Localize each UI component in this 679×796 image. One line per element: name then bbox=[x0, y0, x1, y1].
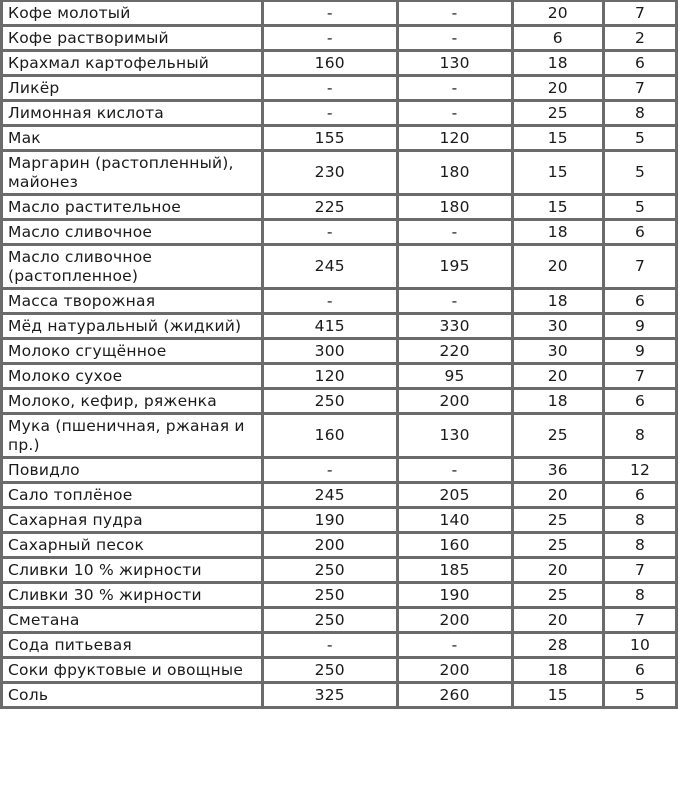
tablespoon-cell: 18 bbox=[512, 289, 603, 314]
product-name-cell: Кофе растворимый bbox=[2, 26, 263, 51]
glass-200-cell: 180 bbox=[397, 195, 512, 220]
table-row bbox=[2, 389, 677, 414]
teaspoon-cell: 9 bbox=[604, 339, 677, 364]
glass-200-cell: 120 bbox=[397, 126, 512, 151]
glass-250-cell: 120 bbox=[263, 364, 398, 389]
product-name-cell: Молоко сгущённое bbox=[2, 339, 263, 364]
glass-250-cell: 225 bbox=[263, 195, 398, 220]
glass-250-cell: 250 bbox=[263, 389, 398, 414]
glass-200-cell: 130 bbox=[397, 414, 512, 458]
product-name-cell: Сливки 30 % жирности bbox=[2, 583, 263, 608]
tablespoon-cell: 25 bbox=[512, 533, 603, 558]
teaspoon-cell: 6 bbox=[604, 389, 677, 414]
glass-200-cell: 220 bbox=[397, 339, 512, 364]
tablespoon-cell: 36 bbox=[512, 458, 603, 483]
tablespoon-cell: 25 bbox=[512, 583, 603, 608]
product-name-cell: Лимонная кислота bbox=[2, 101, 263, 126]
tablespoon-cell: 30 bbox=[512, 339, 603, 364]
teaspoon-cell: 9 bbox=[604, 314, 677, 339]
glass-250-cell: 250 bbox=[263, 608, 398, 633]
teaspoon-cell: 10 bbox=[604, 633, 677, 658]
glass-250-cell: 250 bbox=[263, 658, 398, 683]
glass-250-cell: 230 bbox=[263, 151, 398, 195]
product-name-cell: Маргарин (растопленный), майонез bbox=[2, 151, 263, 195]
glass-200-cell: - bbox=[397, 220, 512, 245]
glass-200-cell: - bbox=[397, 76, 512, 101]
teaspoon-cell: 8 bbox=[604, 414, 677, 458]
teaspoon-cell: 7 bbox=[604, 608, 677, 633]
product-name-cell: Соль bbox=[2, 683, 263, 708]
teaspoon-cell: 5 bbox=[604, 151, 677, 195]
table-row bbox=[2, 683, 677, 708]
table-row bbox=[2, 126, 677, 151]
glass-200-cell: - bbox=[397, 26, 512, 51]
table-row bbox=[2, 76, 677, 101]
product-name-cell: Сахарная пудра bbox=[2, 508, 263, 533]
teaspoon-cell: 6 bbox=[604, 658, 677, 683]
table-row bbox=[2, 314, 677, 339]
product-name-cell: Сахарный песок bbox=[2, 533, 263, 558]
tablespoon-cell: 18 bbox=[512, 220, 603, 245]
teaspoon-cell: 8 bbox=[604, 508, 677, 533]
teaspoon-cell: 7 bbox=[604, 1, 677, 26]
glass-250-cell: 300 bbox=[263, 339, 398, 364]
teaspoon-cell: 6 bbox=[604, 220, 677, 245]
tablespoon-cell: 18 bbox=[512, 658, 603, 683]
glass-250-cell: 200 bbox=[263, 533, 398, 558]
glass-250-cell: - bbox=[263, 26, 398, 51]
table-row bbox=[2, 51, 677, 76]
tablespoon-cell: 18 bbox=[512, 389, 603, 414]
teaspoon-cell: 6 bbox=[604, 289, 677, 314]
glass-200-cell: 130 bbox=[397, 51, 512, 76]
glass-200-cell: 180 bbox=[397, 151, 512, 195]
table-row bbox=[2, 195, 677, 220]
glass-200-cell: 190 bbox=[397, 583, 512, 608]
teaspoon-cell: 12 bbox=[604, 458, 677, 483]
table-row bbox=[2, 658, 677, 683]
teaspoon-cell: 5 bbox=[604, 683, 677, 708]
table-row bbox=[2, 220, 677, 245]
glass-250-cell: 415 bbox=[263, 314, 398, 339]
product-name-cell: Сода питьевая bbox=[2, 633, 263, 658]
glass-250-cell: 160 bbox=[263, 414, 398, 458]
glass-250-cell: 190 bbox=[263, 508, 398, 533]
glass-250-cell: 245 bbox=[263, 245, 398, 289]
tablespoon-cell: 25 bbox=[512, 414, 603, 458]
teaspoon-cell: 7 bbox=[604, 76, 677, 101]
table-row bbox=[2, 414, 677, 458]
tablespoon-cell: 15 bbox=[512, 195, 603, 220]
tablespoon-cell: 15 bbox=[512, 683, 603, 708]
table-row bbox=[2, 339, 677, 364]
teaspoon-cell: 7 bbox=[604, 364, 677, 389]
product-name-cell: Соки фруктовые и овощные bbox=[2, 658, 263, 683]
glass-250-cell: 245 bbox=[263, 483, 398, 508]
table-row bbox=[2, 245, 677, 289]
glass-200-cell: 260 bbox=[397, 683, 512, 708]
product-name-cell: Кофе молотый bbox=[2, 1, 263, 26]
glass-200-cell: 95 bbox=[397, 364, 512, 389]
glass-250-cell: - bbox=[263, 633, 398, 658]
teaspoon-cell: 8 bbox=[604, 533, 677, 558]
glass-250-cell: - bbox=[263, 289, 398, 314]
glass-200-cell: 200 bbox=[397, 658, 512, 683]
table-row bbox=[2, 26, 677, 51]
glass-200-cell: 185 bbox=[397, 558, 512, 583]
glass-200-cell: 200 bbox=[397, 389, 512, 414]
glass-200-cell: - bbox=[397, 289, 512, 314]
product-name-cell: Мука (пшеничная, ржаная и пр.) bbox=[2, 414, 263, 458]
tablespoon-cell: 25 bbox=[512, 101, 603, 126]
glass-250-cell: - bbox=[263, 76, 398, 101]
glass-250-cell: - bbox=[263, 458, 398, 483]
glass-200-cell: 195 bbox=[397, 245, 512, 289]
product-name-cell: Молоко сухое bbox=[2, 364, 263, 389]
teaspoon-cell: 8 bbox=[604, 583, 677, 608]
product-name-cell: Молоко, кефир, ряженка bbox=[2, 389, 263, 414]
product-name-cell: Масло растительное bbox=[2, 195, 263, 220]
product-name-cell: Мёд натуральный (жидкий) bbox=[2, 314, 263, 339]
glass-200-cell: - bbox=[397, 1, 512, 26]
product-name-cell: Масса творожная bbox=[2, 289, 263, 314]
glass-200-cell: 200 bbox=[397, 608, 512, 633]
teaspoon-cell: 8 bbox=[604, 101, 677, 126]
glass-200-cell: - bbox=[397, 101, 512, 126]
product-name-cell: Ликёр bbox=[2, 76, 263, 101]
table-row bbox=[2, 364, 677, 389]
tablespoon-cell: 6 bbox=[512, 26, 603, 51]
glass-250-cell: 250 bbox=[263, 583, 398, 608]
tablespoon-cell: 20 bbox=[512, 558, 603, 583]
tablespoon-cell: 15 bbox=[512, 126, 603, 151]
glass-250-cell: - bbox=[263, 101, 398, 126]
tablespoon-cell: 20 bbox=[512, 1, 603, 26]
product-name-cell: Масло сливочное (растопленное) bbox=[2, 245, 263, 289]
tablespoon-cell: 20 bbox=[512, 483, 603, 508]
product-name-cell: Повидло bbox=[2, 458, 263, 483]
table-row bbox=[2, 289, 677, 314]
glass-200-cell: - bbox=[397, 633, 512, 658]
product-name-cell: Сливки 10 % жирности bbox=[2, 558, 263, 583]
tablespoon-cell: 20 bbox=[512, 608, 603, 633]
table-row bbox=[2, 101, 677, 126]
glass-200-cell: - bbox=[397, 458, 512, 483]
table-row bbox=[2, 608, 677, 633]
glass-250-cell: 325 bbox=[263, 683, 398, 708]
tablespoon-cell: 25 bbox=[512, 508, 603, 533]
table-row bbox=[2, 533, 677, 558]
product-name-cell: Масло сливочное bbox=[2, 220, 263, 245]
teaspoon-cell: 2 bbox=[604, 26, 677, 51]
tablespoon-cell: 20 bbox=[512, 364, 603, 389]
glass-200-cell: 205 bbox=[397, 483, 512, 508]
glass-250-cell: 160 bbox=[263, 51, 398, 76]
glass-200-cell: 160 bbox=[397, 533, 512, 558]
tablespoon-cell: 20 bbox=[512, 76, 603, 101]
glass-200-cell: 330 bbox=[397, 314, 512, 339]
table-row bbox=[2, 583, 677, 608]
tablespoon-cell: 28 bbox=[512, 633, 603, 658]
teaspoon-cell: 6 bbox=[604, 483, 677, 508]
glass-250-cell: 250 bbox=[263, 558, 398, 583]
teaspoon-cell: 6 bbox=[604, 51, 677, 76]
table-row bbox=[2, 508, 677, 533]
product-name-cell: Крахмал картофельный bbox=[2, 51, 263, 76]
table-body bbox=[2, 1, 677, 708]
table-row bbox=[2, 1, 677, 26]
table-row bbox=[2, 633, 677, 658]
glass-200-cell: 140 bbox=[397, 508, 512, 533]
glass-250-cell: 155 bbox=[263, 126, 398, 151]
product-name-cell: Мак bbox=[2, 126, 263, 151]
product-name-cell: Сметана bbox=[2, 608, 263, 633]
tablespoon-cell: 30 bbox=[512, 314, 603, 339]
tablespoon-cell: 20 bbox=[512, 245, 603, 289]
table-row bbox=[2, 558, 677, 583]
glass-250-cell: - bbox=[263, 220, 398, 245]
glass-250-cell: - bbox=[263, 1, 398, 26]
table-row bbox=[2, 483, 677, 508]
tablespoon-cell: 15 bbox=[512, 151, 603, 195]
tablespoon-cell: 18 bbox=[512, 51, 603, 76]
teaspoon-cell: 7 bbox=[604, 558, 677, 583]
table-row bbox=[2, 151, 677, 195]
product-name-cell: Сало топлёное bbox=[2, 483, 263, 508]
teaspoon-cell: 5 bbox=[604, 126, 677, 151]
table-row bbox=[2, 458, 677, 483]
teaspoon-cell: 5 bbox=[604, 195, 677, 220]
teaspoon-cell: 7 bbox=[604, 245, 677, 289]
